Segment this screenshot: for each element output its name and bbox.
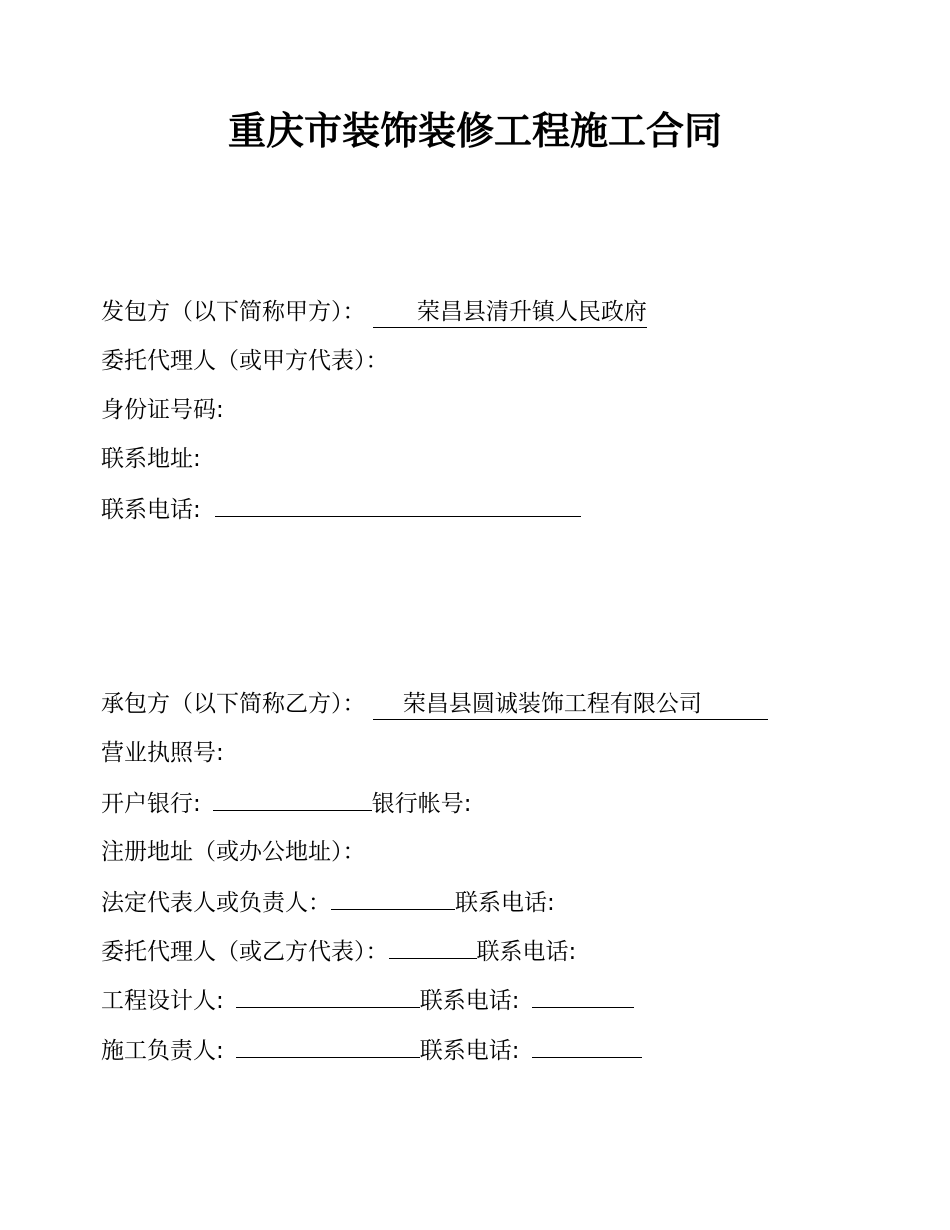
party-b-label: 承包方（以下简称乙方）： <box>101 691 366 717</box>
party-b-legal-rep-phone-label: 联系电话: <box>455 890 555 916</box>
party-b-bank-line <box>101 786 472 820</box>
party-b-reg-address-line <box>101 836 366 868</box>
party-b-designer-label: 工程设计人: <box>101 988 224 1014</box>
party-a-name-field[interactable] <box>373 297 647 328</box>
party-b-legal-rep-label: 法定代表人或负责人： <box>101 890 331 916</box>
party-b-name-field[interactable] <box>373 689 768 720</box>
party-b-site-manager-phone-blank[interactable] <box>532 1033 642 1058</box>
party-b-agent-label: 委托代理人（或乙方代表）： <box>101 939 389 965</box>
party-b-designer-blank[interactable] <box>236 983 420 1008</box>
party-b-license-label: 营业执照号: <box>101 740 224 766</box>
party-a-address-line <box>101 443 201 475</box>
party-b-license-line <box>101 737 224 769</box>
party-b-site-manager-blank[interactable] <box>236 1033 420 1058</box>
party-a-address-label: 联系地址: <box>101 446 201 472</box>
party-b-reg-address-label: 注册地址（或办公地址）： <box>101 839 366 865</box>
party-b-site-manager-phone-label: 联系电话: <box>419 1038 520 1064</box>
party-b-name: 荣昌县圆诚装饰工程有限公司 <box>402 691 702 717</box>
party-b-legal-rep-line <box>101 885 555 919</box>
party-b-designer-phone-label: 联系电话: <box>419 988 520 1014</box>
party-a-label: 发包方（以下简称甲方）： <box>101 299 366 325</box>
party-b-account-label: 银行帐号: <box>371 791 472 817</box>
party-a-id-label: 身份证号码: <box>101 397 224 423</box>
party-b-agent-blank[interactable] <box>389 934 477 959</box>
party-b-agent-phone-label: 联系电话: <box>476 939 577 965</box>
party-b-legal-rep-blank[interactable] <box>331 885 455 910</box>
party-b-designer-phone-blank[interactable] <box>532 983 634 1008</box>
party-a-id-line <box>101 394 224 426</box>
party-a-phone-line <box>101 492 581 526</box>
party-b-bank-label: 开户银行: <box>101 791 201 817</box>
party-b-agent-line <box>101 934 576 968</box>
party-a-agent-label: 委托代理人（或甲方代表）： <box>101 348 389 374</box>
page-title: 重庆市装饰装修工程施工合同 <box>227 109 722 153</box>
party-a-phone-blank[interactable] <box>215 492 581 517</box>
party-b-bank-blank[interactable] <box>213 786 372 811</box>
party-a-name: 荣昌县清升镇人民政府 <box>416 299 647 325</box>
party-b-site-manager-line <box>101 1033 642 1067</box>
party-a-agent-line <box>101 345 389 377</box>
party-b-site-manager-label: 施工负责人: <box>101 1038 224 1064</box>
party-b-line <box>101 688 768 720</box>
party-a-line <box>101 296 647 328</box>
party-b-designer-line <box>101 983 634 1017</box>
party-a-phone-label: 联系电话: <box>101 497 201 523</box>
